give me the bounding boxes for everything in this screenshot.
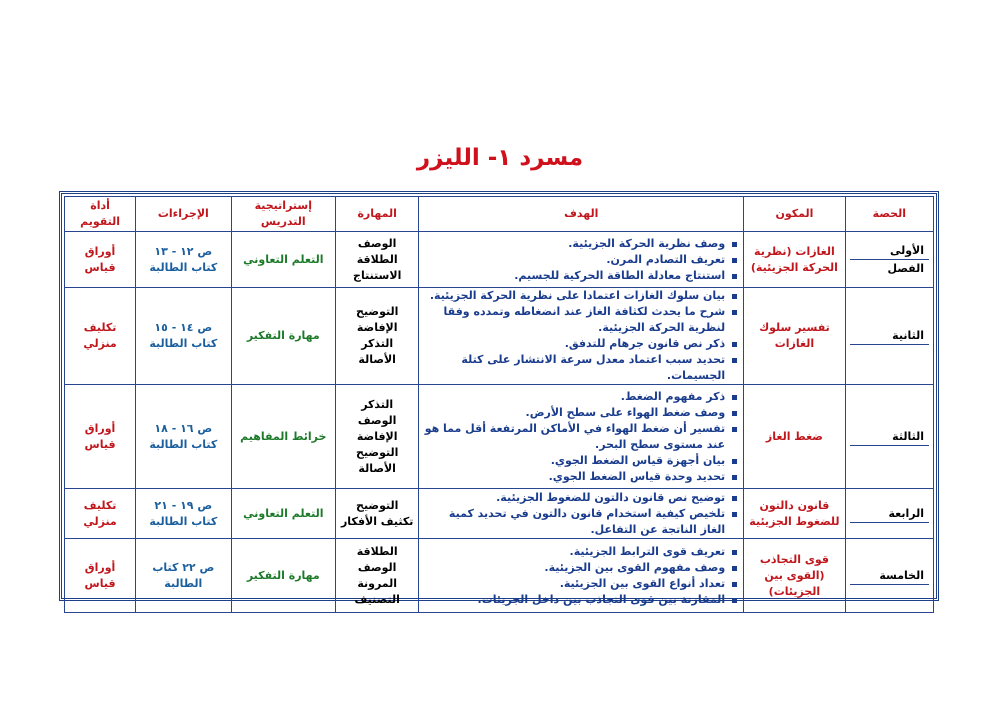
goal-item: تلخيص كيفية استخدام قانون دالتون في تحديد كمية الغاز الناتجة عن التفاعل. [423, 506, 725, 538]
goals-list [423, 544, 739, 608]
table-row [65, 385, 934, 489]
skill-item: التذكر [361, 337, 394, 350]
skill-item: الاستنتاج [353, 268, 402, 282]
goals-cell [419, 489, 744, 539]
evaluation-cell: تكليف منزلي [65, 489, 136, 539]
skill-item: التصنيف [354, 592, 400, 606]
procedures-cell [136, 489, 231, 539]
session-label: الخامسة [850, 567, 929, 585]
skill-item: الإفاضة [356, 321, 398, 334]
goal-item: وصف ضغط الهواء على سطح الأرض. [423, 405, 725, 421]
goal-item: تحديد سبب اعتماد معدل سرعة الانتشار على كتلة الجسيمات. [423, 352, 725, 384]
procedure-pages: ص ١٦ - ١٨ [154, 421, 213, 435]
procedure-pages: ص ٢٢ كتاب [152, 560, 215, 574]
goals-list [423, 236, 739, 284]
session-label: الرابعة [850, 505, 929, 523]
goals-cell [419, 232, 744, 288]
goal-item: تعداد أنواع القوى بين الجزيئية. [423, 576, 725, 592]
procedures-cell [136, 539, 231, 613]
header-component: المكون [744, 197, 846, 232]
session-cell [845, 232, 933, 288]
skill-item: الوصف [357, 560, 397, 574]
header-procedures: الإجراءات [136, 197, 231, 232]
skill-cell [336, 489, 419, 539]
goals-list [423, 389, 739, 485]
goals-cell [419, 385, 744, 489]
procedure-book: كتاب الطالبة [149, 514, 218, 528]
goal-item: ذكر نص قانون جرهام للتدفق. [423, 336, 725, 352]
session-label: الأولى [850, 242, 929, 260]
lesson-plan-frame [59, 191, 939, 606]
goal-item: ذكر مفهوم الضغط. [423, 389, 725, 405]
procedure-book: الطالبة [164, 576, 203, 590]
component-cell: الغازات (نظرية الحركة الجزيئية) [744, 232, 846, 288]
procedure-pages: ص ١٩ - ٢١ [154, 498, 213, 512]
procedures-cell [136, 385, 231, 489]
header-skill: المهارة [336, 197, 419, 232]
procedure-pages: ص ١٢ - ١٣ [154, 244, 213, 258]
strategy-cell: التعلم التعاوني [231, 489, 336, 539]
header-strategy: إستراتيجية التدريس [231, 197, 336, 232]
strategy-cell: مهارة التفكير [231, 539, 336, 613]
header-row [65, 197, 934, 232]
goal-item: بيان أجهزة قياس الضغط الجوي. [423, 453, 725, 469]
evaluation-cell: تكليف منزلي [65, 288, 136, 385]
session-cell [845, 489, 933, 539]
skill-cell [336, 288, 419, 385]
goal-item: وصف نظرية الحركة الجزيئية. [423, 236, 725, 252]
skill-item: الوصف [357, 236, 397, 250]
goal-item: توضيح نص قانون دالتون للضغوط الجزيئية. [423, 490, 725, 506]
skill-cell [336, 385, 419, 489]
procedure-book: كتاب الطالبة [149, 337, 218, 350]
skill-cell [336, 539, 419, 613]
procedure-book: كتاب الطالبة [149, 437, 218, 451]
table-row [65, 288, 934, 385]
skill-item: التوضيح [356, 445, 399, 459]
skill-item: الأصالة [358, 353, 396, 366]
goal-item: تحديد وحدة قياس الضغط الجوي. [423, 469, 725, 485]
skill-item: التذكر [361, 397, 394, 411]
session-cell [845, 539, 933, 613]
goal-item: تعريف التصادم المرن. [423, 252, 725, 268]
evaluation-cell: أوراق قياس [65, 385, 136, 489]
session-cell [845, 385, 933, 489]
session-label: الثالثة [850, 428, 929, 446]
evaluation-cell: أوراق قياس [65, 232, 136, 288]
skill-cell [336, 232, 419, 288]
procedure-pages: ص ١٤ - ١٥ [154, 321, 213, 334]
skill-item: الوصف [357, 413, 397, 427]
skill-item: الأصالة [358, 461, 396, 475]
goal-item: تعريف قوى الترابط الجزيئية. [423, 544, 725, 560]
skill-item: التوضيح [356, 498, 399, 512]
component-cell: قوى التجاذب (القوى بين الجزيئات) [744, 539, 846, 613]
goal-item: المقارنة بين قوى التجاذب بين داخل الجزيئات. [423, 592, 725, 608]
procedure-book: كتاب الطالبة [149, 260, 218, 274]
skill-item: الإفاضة [356, 429, 398, 443]
procedures-cell [136, 288, 231, 385]
component-cell: تفسير سلوك الغازات [744, 288, 846, 385]
skill-item: الطلاقة [356, 252, 398, 266]
goals-list [423, 288, 739, 384]
skill-item: المرونة [357, 576, 398, 590]
goals-list [423, 490, 739, 538]
header-goal: الهدف [419, 197, 744, 232]
lesson-plan-table [64, 196, 934, 613]
component-cell: ضغط الغاز [744, 385, 846, 489]
strategy-cell: التعلم التعاوني [231, 232, 336, 288]
table-row [65, 232, 934, 288]
session-label: الثانية [850, 327, 929, 345]
goal-item: بيان سلوك الغازات اعتمادا على نظرية الحركة الجزيئية. [423, 288, 725, 304]
goal-item: شرح ما يحدث لكثافة الغاز عند انضغاطه وتمدده وفقا لنظرية الحركة الجزيئية. [423, 304, 725, 336]
header-session: الحصة [845, 197, 933, 232]
procedures-cell [136, 232, 231, 288]
component-cell: قانون دالتون للضغوط الجزيئية [744, 489, 846, 539]
header-evaluation: أداة التقويم [65, 197, 136, 232]
skill-item: التوضيح [356, 305, 399, 318]
strategy-cell: مهارة التفكير [231, 288, 336, 385]
strategy-cell: خرائط المفاهيم [231, 385, 336, 489]
goal-item: تفسير أن ضغط الهواء في الأماكن المرتفعة أقل مما هو عند مستوى سطح البحر. [424, 421, 726, 451]
table-row [65, 539, 934, 613]
goals-cell [419, 288, 744, 385]
skill-item: تكثيف الأفكار [340, 514, 414, 528]
goal-item: وصف مفهوم القوى بين الجزيئية. [423, 560, 725, 576]
goal-item: استنتاج معادلة الطاقة الحركية للجسيم. [423, 268, 725, 284]
session-cell [845, 288, 933, 385]
table-row [65, 489, 934, 539]
skill-item: الطلاقة [356, 544, 398, 558]
session-class-label: الفصل [887, 262, 924, 275]
goals-cell [419, 539, 744, 613]
evaluation-cell: أوراق قياس [65, 539, 136, 613]
page-title: مسرد ١- الليزر [416, 145, 584, 171]
